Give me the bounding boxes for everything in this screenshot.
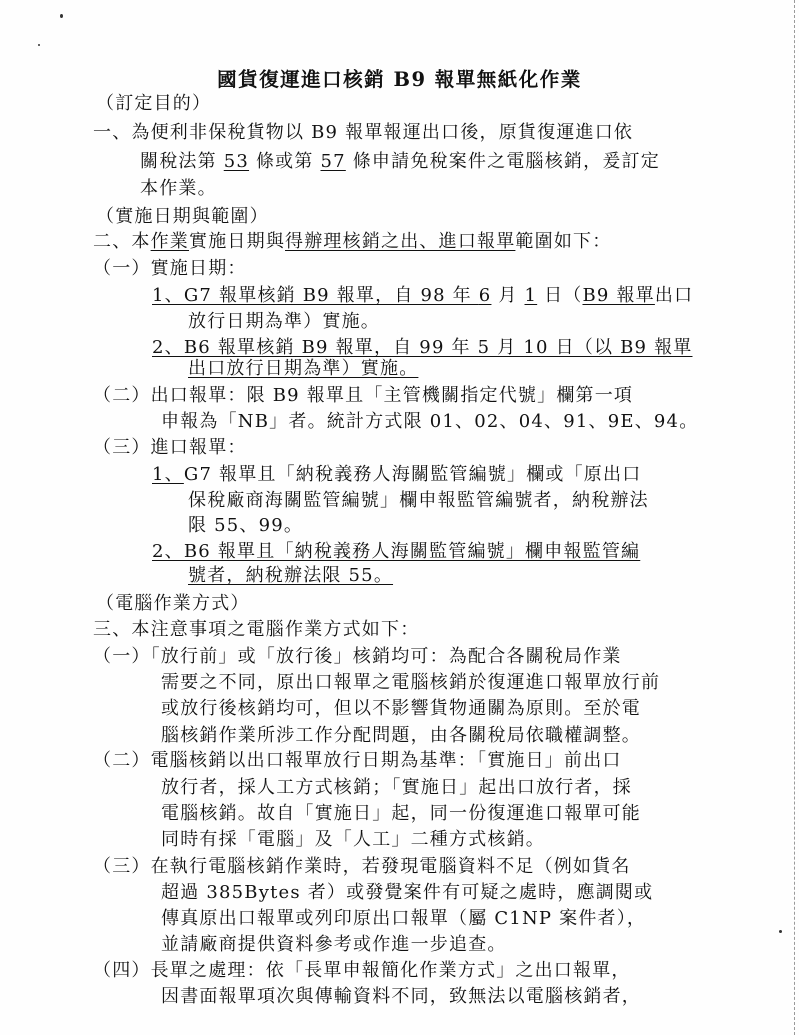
item3-p2-line2: 放行者，採人工方式核銷；「實施日」起出口放行者，採 <box>161 777 632 798</box>
text-segment: 二、本 <box>93 231 151 252</box>
method-heading: （電腦作業方式） <box>96 593 250 614</box>
scan-edge-line <box>794 0 795 1035</box>
item2-sub1-2-line1: 2、B6 報單核銷 B9 報單，自 99 年 5 月 10 日（以 B9 報單 <box>152 337 693 358</box>
item3-p2-line1: （二）電腦核銷以出口報單放行日期為基準：「實施日」前出口 <box>93 750 622 771</box>
text-segment: G7 報單且「納稅義務人海關監管編號」欄或「原出口 <box>183 464 642 485</box>
scan-speck <box>38 44 40 46</box>
item2-sub3-1-line3: 限 55、99。 <box>188 515 304 536</box>
document-title: 國貨復運進口核銷 B9 報單無紙化作業 <box>217 68 582 91</box>
text-segment: 範圍如下： <box>515 231 612 252</box>
article-53: 53 <box>223 151 250 172</box>
item2-sub1-heading: （一）實施日期： <box>93 258 247 279</box>
item1-line2 <box>140 150 660 174</box>
underlined-term: 作業 <box>150 231 190 252</box>
item3-p1-line1: （一）「放行前」或「放行後」核銷均可：為配合各關稅局作業 <box>93 646 622 667</box>
underlined-term: 得辦理核銷之出、進口報單 <box>285 231 516 252</box>
item3-p3-line3: 傳真原出口報單或列印原出口報單（屬 C1NP 案件者）， <box>161 908 647 929</box>
item2-sub3-heading: （三）進口報單： <box>93 437 247 458</box>
item3-p4-line1: （四）長單之處理：依「長單申報簡化作業方式」之出口報單， <box>93 960 631 981</box>
item1-line3: 本作業。 <box>140 178 217 199</box>
text-segment: 關稅法第 <box>140 151 224 172</box>
item3-p2-line4: 同時有採「電腦」及「人工」二種方式核銷。 <box>161 829 545 850</box>
text-segment: 出口 <box>654 285 694 306</box>
text-segment: 月 <box>491 285 525 306</box>
list-marker: 1、 <box>152 464 184 485</box>
item2-sub2-line2: 申報為「NB」者。統計方式限 01、02、04、91、9E、94。 <box>161 411 699 432</box>
item2-line1 <box>93 230 611 254</box>
scan-speck <box>60 14 63 18</box>
item2-sub3-2-line2: 號者，納稅辦法限 55。 <box>188 565 394 586</box>
scan-speck <box>779 930 782 933</box>
scope-heading: （實施日期與範圍） <box>96 206 269 227</box>
item3-p3-line1: （三）在執行電腦核銷作業時，若發現電腦資料不足（例如貨名 <box>93 856 631 877</box>
item2-sub3-2-line1: 2、B6 報單且「納稅義務人海關監管編號」欄申報監管編 <box>152 541 641 562</box>
item3-p1-line2: 需要之不同，原出口報單之電腦核銷於復運進口報單放行前 <box>161 672 661 693</box>
item2-sub3-1-line2: 保稅廠商海關監管編號」欄申報監管編號者，納稅辦法 <box>188 490 649 511</box>
text-segment: 實施日期與 <box>189 231 286 252</box>
text-segment: 條或第 <box>249 151 321 172</box>
item1-line1: 一、為便利非保稅貨物以 B9 報單報運出口後，原貨復運進口依 <box>93 122 634 143</box>
date-day: 1 <box>524 285 538 306</box>
underlined-term: B9 報單 <box>582 285 655 306</box>
article-57: 57 <box>320 151 346 172</box>
item3-p4-line2: 因書面報單項次與傳輸資料不同，致無法以電腦核銷者， <box>161 986 641 1007</box>
item3-line1: 三、本注意事項之電腦作業方式如下： <box>93 619 420 640</box>
item2-sub1-2-line2: 出口放行日期為準）實施。 <box>188 358 419 379</box>
text-segment: 日（ <box>537 285 583 306</box>
item2-sub2-line1: （二）出口報單：限 B9 報單且「主管機關指定代號」欄第一項 <box>93 385 634 406</box>
item3-p3-line2: 超過 385Bytes 者）或發覺案件有可疑之處時，應調閱或 <box>161 882 654 903</box>
text-segment: 條申請免稅案件之電腦核銷，爰訂定 <box>345 151 660 172</box>
item2-sub1-1-line2: 放行日期為準）實施。 <box>188 311 380 332</box>
item2-sub3-1-line1 <box>152 463 641 487</box>
item3-p2-line3: 電腦核銷。故自「實施日」起，同一份復運進口報單可能 <box>161 803 641 824</box>
item3-p3-line4: 並請廠商提供資料參考或作進一步追查。 <box>161 934 507 955</box>
purpose-heading: （訂定目的） <box>96 93 212 114</box>
item3-p1-line4: 腦核銷作業所涉工作分配問題，由各關稅局依職權調整。 <box>161 725 641 746</box>
text-segment: 1、G7 報單核銷 B9 報單，自 98 年 <box>152 285 479 306</box>
date-month: 6 <box>478 285 492 306</box>
item2-sub1-1-line1 <box>152 284 693 308</box>
item3-p1-line3: 或放行後核銷均可，但以不影響貨物通關為原則。至於電 <box>161 698 641 719</box>
